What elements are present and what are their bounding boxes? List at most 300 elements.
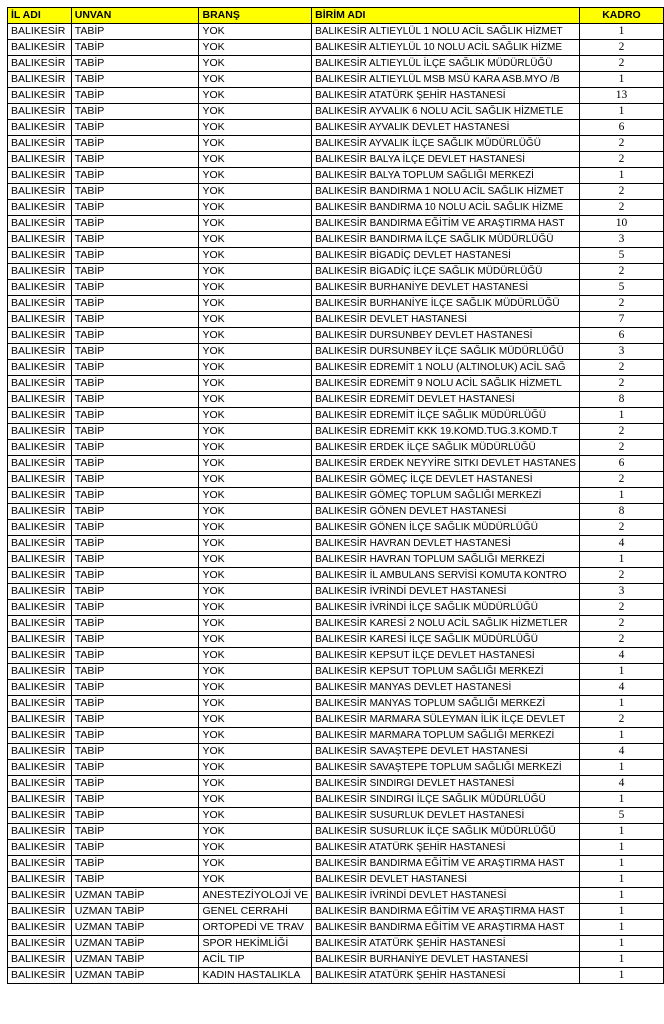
cell-brans: YOK (199, 312, 312, 328)
cell-kadro: 4 (579, 776, 663, 792)
table-row (8, 344, 664, 360)
cell-il-adi: BALIKESİR (8, 216, 72, 232)
cell-birim-adi: BALIKESİR SAVAŞTEPE DEVLET HASTANESİ (312, 744, 580, 760)
cell-birim-adi: BALIKESİR ALTIEYLÜL İLÇE SAĞLIK MÜDÜRLÜĞÜ (312, 56, 580, 72)
cell-unvan: TABİP (71, 72, 199, 88)
cell-il-adi: BALIKESİR (8, 760, 72, 776)
cell-il-adi: BALIKESİR (8, 520, 72, 536)
cell-il-adi: BALIKESİR (8, 344, 72, 360)
cell-il-adi: BALIKESİR (8, 56, 72, 72)
cell-kadro: 2 (579, 712, 663, 728)
cell-brans: YOK (199, 168, 312, 184)
header-row (8, 8, 664, 24)
cell-kadro: 2 (579, 136, 663, 152)
cell-birim-adi: BALIKESİR EDREMİT 1 NOLU (ALTINOLUK) ACİL SAĞ (312, 360, 580, 376)
table-row (8, 376, 664, 392)
cell-brans: YOK (199, 856, 312, 872)
cell-kadro: 1 (579, 872, 663, 888)
cell-il-adi: BALIKESİR (8, 40, 72, 56)
kadro-table (7, 7, 664, 984)
table-row (8, 296, 664, 312)
cell-brans: YOK (199, 792, 312, 808)
cell-birim-adi: BALIKESİR SAVAŞTEPE TOPLUM SAĞLIĞI MERKEZİ (312, 760, 580, 776)
cell-il-adi: BALIKESİR (8, 248, 72, 264)
cell-unvan: TABİP (71, 504, 199, 520)
table-row (8, 648, 664, 664)
cell-brans: YOK (199, 696, 312, 712)
cell-brans: YOK (199, 600, 312, 616)
cell-unvan: TABİP (71, 520, 199, 536)
cell-birim-adi: BALIKESİR AYVALIK İLÇE SAĞLIK MÜDÜRLÜĞÜ (312, 136, 580, 152)
cell-kadro: 4 (579, 680, 663, 696)
cell-birim-adi: BALIKESİR İVRİNDİ İLÇE SAĞLIK MÜDÜRLÜĞÜ (312, 600, 580, 616)
cell-kadro: 1 (579, 920, 663, 936)
table-row (8, 680, 664, 696)
cell-il-adi: BALIKESİR (8, 696, 72, 712)
cell-kadro: 2 (579, 296, 663, 312)
cell-unvan: TABİP (71, 376, 199, 392)
cell-unvan: UZMAN TABİP (71, 904, 199, 920)
table-row (8, 24, 664, 40)
cell-kadro: 3 (579, 584, 663, 600)
cell-il-adi: BALIKESİR (8, 536, 72, 552)
cell-unvan: UZMAN TABİP (71, 952, 199, 968)
cell-il-adi: BALIKESİR (8, 24, 72, 40)
cell-unvan: TABİP (71, 296, 199, 312)
cell-unvan: TABİP (71, 328, 199, 344)
cell-il-adi: BALIKESİR (8, 168, 72, 184)
cell-unvan: TABİP (71, 744, 199, 760)
cell-kadro: 6 (579, 328, 663, 344)
cell-kadro: 2 (579, 568, 663, 584)
cell-unvan: TABİP (71, 408, 199, 424)
cell-birim-adi: BALIKESİR MARMARA SÜLEYMAN İLİK İLÇE DEVLET (312, 712, 580, 728)
cell-unvan: TABİP (71, 120, 199, 136)
header-birim-adi: BİRİM ADI (312, 8, 580, 24)
cell-birim-adi: BALIKESİR BİGADİÇ İLÇE SAĞLIK MÜDÜRLÜĞÜ (312, 264, 580, 280)
cell-birim-adi: BALIKESİR BANDIRMA EĞİTİM VE ARAŞTIRMA HAST (312, 216, 580, 232)
cell-unvan: TABİP (71, 488, 199, 504)
cell-brans: YOK (199, 360, 312, 376)
table-row (8, 360, 664, 376)
cell-il-adi: BALIKESİR (8, 280, 72, 296)
cell-il-adi: BALIKESİR (8, 88, 72, 104)
cell-il-adi: BALIKESİR (8, 440, 72, 456)
cell-kadro: 3 (579, 232, 663, 248)
cell-birim-adi: BALIKESİR AYVALIK 6 NOLU ACİL SAĞLIK HİZMETLE (312, 104, 580, 120)
cell-il-adi: BALIKESİR (8, 648, 72, 664)
cell-unvan: TABİP (71, 24, 199, 40)
table-row (8, 712, 664, 728)
cell-brans: YOK (199, 680, 312, 696)
cell-birim-adi: BALIKESİR DEVLET HASTANESİ (312, 872, 580, 888)
cell-brans: ACİL TIP (199, 952, 312, 968)
cell-unvan: TABİP (71, 232, 199, 248)
cell-kadro: 5 (579, 248, 663, 264)
cell-birim-adi: BALIKESİR ATATÜRK ŞEHİR HASTANESİ (312, 840, 580, 856)
table-row (8, 72, 664, 88)
cell-unvan: TABİP (71, 392, 199, 408)
cell-brans: YOK (199, 136, 312, 152)
cell-brans: YOK (199, 488, 312, 504)
cell-birim-adi: BALIKESİR SUSURLUK DEVLET HASTANESİ (312, 808, 580, 824)
cell-unvan: TABİP (71, 184, 199, 200)
cell-unvan: TABİP (71, 840, 199, 856)
cell-unvan: TABİP (71, 88, 199, 104)
cell-kadro: 1 (579, 488, 663, 504)
cell-birim-adi: BALIKESİR EDREMİT DEVLET HASTANESİ (312, 392, 580, 408)
table-row (8, 328, 664, 344)
cell-kadro: 3 (579, 344, 663, 360)
cell-birim-adi: BALIKESİR DURSUNBEY DEVLET HASTANESİ (312, 328, 580, 344)
cell-unvan: TABİP (71, 536, 199, 552)
cell-brans: YOK (199, 184, 312, 200)
table-row (8, 584, 664, 600)
cell-il-adi: BALIKESİR (8, 424, 72, 440)
table-row (8, 56, 664, 72)
cell-il-adi: BALIKESİR (8, 968, 72, 984)
cell-kadro: 1 (579, 168, 663, 184)
cell-kadro: 6 (579, 456, 663, 472)
cell-unvan: TABİP (71, 808, 199, 824)
cell-brans: YOK (199, 472, 312, 488)
cell-birim-adi: BALIKESİR BURHANİYE DEVLET HASTANESİ (312, 280, 580, 296)
table-row (8, 936, 664, 952)
cell-kadro: 2 (579, 424, 663, 440)
cell-brans: YOK (199, 424, 312, 440)
cell-kadro: 1 (579, 856, 663, 872)
cell-birim-adi: BALIKESİR KARESİ 2 NOLU ACİL SAĞLIK HİZMETLER (312, 616, 580, 632)
table-row (8, 728, 664, 744)
table-row (8, 920, 664, 936)
cell-unvan: TABİP (71, 776, 199, 792)
cell-birim-adi: BALIKESİR MANYAS TOPLUM SAĞLIĞI MERKEZİ (312, 696, 580, 712)
cell-kadro: 1 (579, 792, 663, 808)
table-row (8, 392, 664, 408)
cell-unvan: UZMAN TABİP (71, 968, 199, 984)
cell-kadro: 1 (579, 728, 663, 744)
cell-brans: YOK (199, 840, 312, 856)
cell-brans: KADIN HASTALIKLA (199, 968, 312, 984)
cell-brans: YOK (199, 24, 312, 40)
cell-birim-adi: BALIKESİR DEVLET HASTANESİ (312, 312, 580, 328)
cell-il-adi: BALIKESİR (8, 824, 72, 840)
cell-kadro: 1 (579, 408, 663, 424)
cell-kadro: 1 (579, 888, 663, 904)
cell-brans: YOK (199, 760, 312, 776)
cell-kadro: 1 (579, 936, 663, 952)
cell-brans: YOK (199, 392, 312, 408)
cell-brans: YOK (199, 744, 312, 760)
cell-il-adi: BALIKESİR (8, 456, 72, 472)
table-row (8, 136, 664, 152)
cell-il-adi: BALIKESİR (8, 72, 72, 88)
table-row (8, 184, 664, 200)
cell-birim-adi: BALIKESİR ERDEK İLÇE SAĞLIK MÜDÜRLÜĞÜ (312, 440, 580, 456)
cell-il-adi: BALIKESİR (8, 232, 72, 248)
cell-il-adi: BALIKESİR (8, 472, 72, 488)
table-row (8, 88, 664, 104)
table-row (8, 440, 664, 456)
cell-brans: YOK (199, 264, 312, 280)
cell-il-adi: BALIKESİR (8, 840, 72, 856)
cell-kadro: 1 (579, 952, 663, 968)
cell-unvan: UZMAN TABİP (71, 888, 199, 904)
table-row (8, 696, 664, 712)
table-row (8, 824, 664, 840)
table-row (8, 600, 664, 616)
table-row (8, 552, 664, 568)
cell-il-adi: BALIKESİR (8, 376, 72, 392)
cell-il-adi: BALIKESİR (8, 632, 72, 648)
cell-kadro: 4 (579, 536, 663, 552)
cell-brans: SPOR HEKİMLİĞİ (199, 936, 312, 952)
table-row (8, 504, 664, 520)
cell-brans: YOK (199, 232, 312, 248)
cell-unvan: TABİP (71, 200, 199, 216)
cell-brans: YOK (199, 808, 312, 824)
cell-brans: YOK (199, 824, 312, 840)
cell-il-adi: BALIKESİR (8, 408, 72, 424)
cell-kadro: 1 (579, 968, 663, 984)
cell-birim-adi: BALIKESİR ERDEK NEYYİRE SITKI DEVLET HASTANES (312, 456, 580, 472)
cell-unvan: TABİP (71, 360, 199, 376)
table-row (8, 664, 664, 680)
cell-il-adi: BALIKESİR (8, 504, 72, 520)
cell-unvan: TABİP (71, 760, 199, 776)
cell-brans: YOK (199, 344, 312, 360)
table-row (8, 760, 664, 776)
table-row (8, 968, 664, 984)
table-row (8, 264, 664, 280)
header-il-adi: İL ADI (8, 8, 72, 24)
cell-il-adi: BALIKESİR (8, 552, 72, 568)
cell-kadro: 1 (579, 664, 663, 680)
table-row (8, 904, 664, 920)
cell-il-adi: BALIKESİR (8, 680, 72, 696)
cell-unvan: UZMAN TABİP (71, 936, 199, 952)
cell-unvan: TABİP (71, 824, 199, 840)
cell-birim-adi: BALIKESİR BANDIRMA EĞİTİM VE ARAŞTIRMA HAST (312, 920, 580, 936)
cell-birim-adi: BALIKESİR GÖMEÇ TOPLUM SAĞLIĞI MERKEZİ (312, 488, 580, 504)
cell-birim-adi: BALIKESİR BANDIRMA 1 NOLU ACİL SAĞLIK HİZMET (312, 184, 580, 200)
cell-il-adi: BALIKESİR (8, 360, 72, 376)
cell-birim-adi: BALIKESİR SINDIRGI DEVLET HASTANESİ (312, 776, 580, 792)
cell-kadro: 2 (579, 520, 663, 536)
cell-il-adi: BALIKESİR (8, 872, 72, 888)
cell-kadro: 7 (579, 312, 663, 328)
cell-kadro: 2 (579, 152, 663, 168)
cell-kadro: 1 (579, 696, 663, 712)
cell-brans: YOK (199, 520, 312, 536)
cell-brans: YOK (199, 552, 312, 568)
cell-brans: YOK (199, 376, 312, 392)
cell-birim-adi: BALIKESİR ATATÜRK ŞEHİR HASTANESİ (312, 968, 580, 984)
cell-brans: YOK (199, 56, 312, 72)
cell-kadro: 2 (579, 376, 663, 392)
cell-birim-adi: BALIKESİR BURHANİYE İLÇE SAĞLIK MÜDÜRLÜĞÜ (312, 296, 580, 312)
cell-birim-adi: BALIKESİR GÖNEN İLÇE SAĞLIK MÜDÜRLÜĞÜ (312, 520, 580, 536)
cell-unvan: TABİP (71, 648, 199, 664)
cell-brans: YOK (199, 872, 312, 888)
cell-birim-adi: BALIKESİR BURHANİYE DEVLET HASTANESİ (312, 952, 580, 968)
cell-unvan: TABİP (71, 248, 199, 264)
cell-kadro: 2 (579, 440, 663, 456)
header-brans: BRANŞ (199, 8, 312, 24)
table-row (8, 616, 664, 632)
cell-il-adi: BALIKESİR (8, 584, 72, 600)
cell-unvan: TABİP (71, 168, 199, 184)
table-row (8, 216, 664, 232)
cell-kadro: 2 (579, 616, 663, 632)
cell-il-adi: BALIKESİR (8, 312, 72, 328)
cell-brans: YOK (199, 120, 312, 136)
cell-birim-adi: BALIKESİR GÖNEN DEVLET HASTANESİ (312, 504, 580, 520)
cell-il-adi: BALIKESİR (8, 920, 72, 936)
table-row (8, 120, 664, 136)
cell-birim-adi: BALIKESİR KARESİ İLÇE SAĞLIK MÜDÜRLÜĞÜ (312, 632, 580, 648)
table-row (8, 792, 664, 808)
table-row (8, 200, 664, 216)
table-row (8, 632, 664, 648)
cell-il-adi: BALIKESİR (8, 152, 72, 168)
cell-il-adi: BALIKESİR (8, 856, 72, 872)
cell-unvan: TABİP (71, 712, 199, 728)
cell-unvan: TABİP (71, 616, 199, 632)
cell-kadro: 8 (579, 504, 663, 520)
cell-birim-adi: BALIKESİR EDREMİT İLÇE SAĞLIK MÜDÜRLÜĞÜ (312, 408, 580, 424)
cell-brans: YOK (199, 248, 312, 264)
cell-kadro: 8 (579, 392, 663, 408)
cell-il-adi: BALIKESİR (8, 136, 72, 152)
cell-kadro: 2 (579, 472, 663, 488)
table-row (8, 872, 664, 888)
header-kadro: KADRO (579, 8, 663, 24)
cell-unvan: TABİP (71, 552, 199, 568)
cell-brans: YOK (199, 104, 312, 120)
cell-birim-adi: BALIKESİR BANDIRMA İLÇE SAĞLIK MÜDÜRLÜĞÜ (312, 232, 580, 248)
cell-brans: YOK (199, 408, 312, 424)
cell-unvan: TABİP (71, 152, 199, 168)
cell-kadro: 2 (579, 264, 663, 280)
cell-brans: YOK (199, 152, 312, 168)
table-row (8, 840, 664, 856)
cell-kadro: 4 (579, 648, 663, 664)
cell-kadro: 1 (579, 24, 663, 40)
cell-unvan: TABİP (71, 664, 199, 680)
cell-brans: YOK (199, 328, 312, 344)
cell-brans: YOK (199, 40, 312, 56)
cell-kadro: 1 (579, 72, 663, 88)
cell-unvan: TABİP (71, 136, 199, 152)
cell-unvan: TABİP (71, 456, 199, 472)
cell-brans: YOK (199, 280, 312, 296)
cell-unvan: TABİP (71, 264, 199, 280)
table-row (8, 536, 664, 552)
cell-birim-adi: BALIKESİR BİGADİÇ DEVLET HASTANESİ (312, 248, 580, 264)
cell-unvan: TABİP (71, 856, 199, 872)
cell-brans: YOK (199, 664, 312, 680)
cell-il-adi: BALIKESİR (8, 104, 72, 120)
cell-unvan: TABİP (71, 728, 199, 744)
cell-brans: YOK (199, 536, 312, 552)
cell-birim-adi: BALIKESİR SUSURLUK İLÇE SAĞLIK MÜDÜRLÜĞÜ (312, 824, 580, 840)
cell-kadro: 1 (579, 760, 663, 776)
cell-brans: ANESTEZİYOLOJİ VE (199, 888, 312, 904)
cell-birim-adi: BALIKESİR ALTIEYLÜL MSB MSÜ KARA ASB.MYO /B (312, 72, 580, 88)
cell-birim-adi: BALIKESİR DURSUNBEY İLÇE SAĞLIK MÜDÜRLÜĞÜ (312, 344, 580, 360)
table-row (8, 472, 664, 488)
table-row (8, 152, 664, 168)
cell-unvan: TABİP (71, 584, 199, 600)
cell-unvan: TABİP (71, 440, 199, 456)
cell-unvan: TABİP (71, 312, 199, 328)
cell-birim-adi: BALIKESİR İVRİNDİ DEVLET HASTANESİ (312, 584, 580, 600)
table-row (8, 408, 664, 424)
cell-unvan: TABİP (71, 280, 199, 296)
cell-brans: YOK (199, 568, 312, 584)
cell-brans: YOK (199, 504, 312, 520)
cell-il-adi: BALIKESİR (8, 936, 72, 952)
table-row (8, 280, 664, 296)
table-row (8, 568, 664, 584)
cell-il-adi: BALIKESİR (8, 904, 72, 920)
cell-kadro: 2 (579, 200, 663, 216)
table-row (8, 40, 664, 56)
table-row (8, 856, 664, 872)
cell-brans: YOK (199, 776, 312, 792)
cell-unvan: TABİP (71, 680, 199, 696)
cell-birim-adi: BALIKESİR İL AMBULANS SERVİSİ KOMUTA KONTRO (312, 568, 580, 584)
cell-birim-adi: BALIKESİR BANDIRMA EĞİTİM VE ARAŞTIRMA HAST (312, 856, 580, 872)
cell-il-adi: BALIKESİR (8, 808, 72, 824)
cell-brans: YOK (199, 632, 312, 648)
cell-il-adi: BALIKESİR (8, 328, 72, 344)
table-row (8, 424, 664, 440)
cell-birim-adi: BALIKESİR MANYAS DEVLET HASTANESİ (312, 680, 580, 696)
cell-il-adi: BALIKESİR (8, 616, 72, 632)
cell-brans: YOK (199, 648, 312, 664)
cell-unvan: TABİP (71, 424, 199, 440)
cell-brans: YOK (199, 72, 312, 88)
cell-kadro: 1 (579, 904, 663, 920)
cell-kadro: 10 (579, 216, 663, 232)
cell-unvan: TABİP (71, 600, 199, 616)
cell-birim-adi: BALIKESİR GÖMEÇ İLÇE DEVLET HASTANESİ (312, 472, 580, 488)
cell-kadro: 5 (579, 808, 663, 824)
cell-brans: YOK (199, 216, 312, 232)
cell-il-adi: BALIKESİR (8, 712, 72, 728)
cell-birim-adi: BALIKESİR EDREMİT 9 NOLU ACİL SAĞLIK HİZMETL (312, 376, 580, 392)
cell-kadro: 1 (579, 104, 663, 120)
cell-kadro: 4 (579, 744, 663, 760)
cell-brans: YOK (199, 88, 312, 104)
cell-il-adi: BALIKESİR (8, 728, 72, 744)
cell-birim-adi: BALIKESİR ATATÜRK ŞEHİR HASTANESİ (312, 88, 580, 104)
cell-unvan: TABİP (71, 104, 199, 120)
cell-il-adi: BALIKESİR (8, 264, 72, 280)
cell-birim-adi: BALIKESİR BANDIRMA 10 NOLU ACİL SAĞLIK HİZME (312, 200, 580, 216)
cell-il-adi: BALIKESİR (8, 200, 72, 216)
table-row (8, 952, 664, 968)
table-row (8, 888, 664, 904)
cell-birim-adi: BALIKESİR KEPSUT İLÇE DEVLET HASTANESİ (312, 648, 580, 664)
cell-il-adi: BALIKESİR (8, 792, 72, 808)
cell-birim-adi: BALIKESİR BANDIRMA EĞİTİM VE ARAŞTIRMA HAST (312, 904, 580, 920)
cell-unvan: TABİP (71, 40, 199, 56)
cell-birim-adi: BALIKESİR EDREMİT KKK 19.KOMD.TUG.3.KOMD.T (312, 424, 580, 440)
cell-brans: YOK (199, 296, 312, 312)
